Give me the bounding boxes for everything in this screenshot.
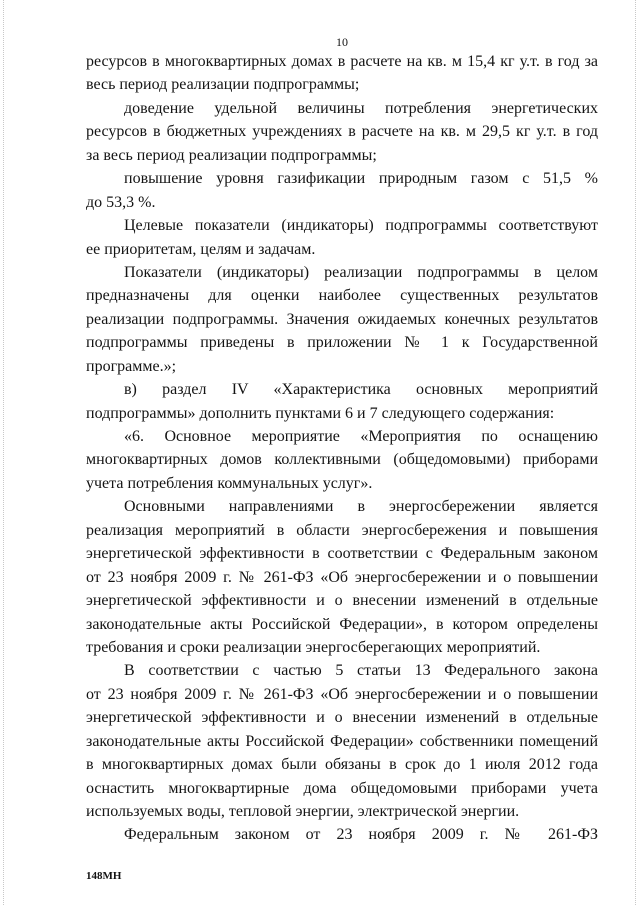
text-line: ее приоритетам, целям и задачам. xyxy=(86,240,316,258)
text-line: используемых воды, тепловой энергии, электрической энергии. xyxy=(86,803,520,820)
page-number: 10 xyxy=(336,35,348,49)
text-line: энергетической эффективности и о внесении изменений в отдельные xyxy=(86,709,598,727)
text-line: от 23 ноября 2009 г. № 261-ФЗ «Об энергосбережении и о повышении xyxy=(86,568,598,586)
text-line: реализации подпрограммы. Значения ожидаемых конечных результатов xyxy=(86,310,598,328)
scan-edge-left xyxy=(3,0,4,905)
text-line: в) раздел IV «Характеристика основных мероприятий xyxy=(124,381,598,399)
text-line: учета потребления коммунальных услуг». xyxy=(86,474,373,492)
text-line: Показатели (индикаторы) реализации подпрограммы в целом xyxy=(124,263,598,281)
text-line: В соответствии с частью 5 статьи 13 Федерального закона xyxy=(124,662,598,680)
text-line: доведение удельной величины потребления энергетических xyxy=(124,99,598,117)
text-line: Целевые показатели (индикаторы) подпрограммы соответствуют xyxy=(124,217,598,235)
text-line: ресурсов в бюджетных учреждениях в расчете на кв. м 29,5 кг у.т. в год xyxy=(86,123,598,141)
text-line: программе.»; xyxy=(86,357,177,375)
text-line: повышение уровня газификации природным газом с 51,5 % xyxy=(124,170,598,188)
text-line: многоквартирных домов коллективными (общедомовыми) приборами xyxy=(86,451,598,469)
text-line: реализация мероприятий в области энергосбережения и повышения xyxy=(86,521,598,539)
text-line: весь период реализации подпрограммы; xyxy=(86,76,360,94)
paragraph xyxy=(86,378,598,425)
document-code: 148МН xyxy=(86,870,122,882)
document-body xyxy=(86,50,598,847)
paragraph xyxy=(86,495,598,659)
paragraph xyxy=(86,214,598,261)
text-line: подпрограммы» дополнить пунктами 6 и 7 следующего содержания: xyxy=(86,404,555,422)
text-line: энергетической эффективности и о внесении изменений в отдельные xyxy=(86,592,598,610)
text-line: законодательные акты Российской Федерации» собственники помещений xyxy=(86,732,598,750)
text-line: энергетической эффективности в соответствии с Федеральным законом xyxy=(86,545,598,563)
paragraph xyxy=(86,659,598,823)
paragraph xyxy=(86,167,598,214)
paragraph xyxy=(86,823,598,846)
paragraph xyxy=(86,261,598,378)
text-line: Федеральным законом от 23 ноября 2009 г. № 261-ФЗ xyxy=(124,826,598,844)
text-line: от 23 ноября 2009 г. № 261-ФЗ «Об энергосбережении и о повышении xyxy=(86,685,598,703)
text-line: предназначены для оценки наиболее существенных результатов xyxy=(86,287,598,305)
paragraph xyxy=(86,50,598,97)
text-line: Основными направлениями в энергосбережении является xyxy=(124,498,598,516)
text-line: в многоквартирных домах были обязаны в срок до 1 июля 2012 года xyxy=(86,756,598,774)
text-line: за весь период реализации подпрограммы; xyxy=(86,146,377,164)
paragraph xyxy=(86,97,598,167)
text-line: «6. Основное мероприятие «Мероприятия по оснащению xyxy=(124,428,598,445)
text-line: законодательные акты Российской Федерации», в котором определены xyxy=(86,615,598,633)
paragraph xyxy=(86,425,598,495)
text-line: оснастить многоквартирные дома общедомовыми приборами учета xyxy=(86,779,598,797)
text-line: требования и сроки реализации энергосберегающих мероприятий. xyxy=(86,638,541,656)
text-line: ресурсов в многоквартирных домах в расчете на кв. м 15,4 кг у.т. в год за xyxy=(86,53,598,70)
text-line: до 53,3 %. xyxy=(86,193,156,211)
text-line: подпрограммы приведены в приложении № 1 к Государственной xyxy=(86,334,598,352)
scan-edge-right xyxy=(635,0,636,905)
